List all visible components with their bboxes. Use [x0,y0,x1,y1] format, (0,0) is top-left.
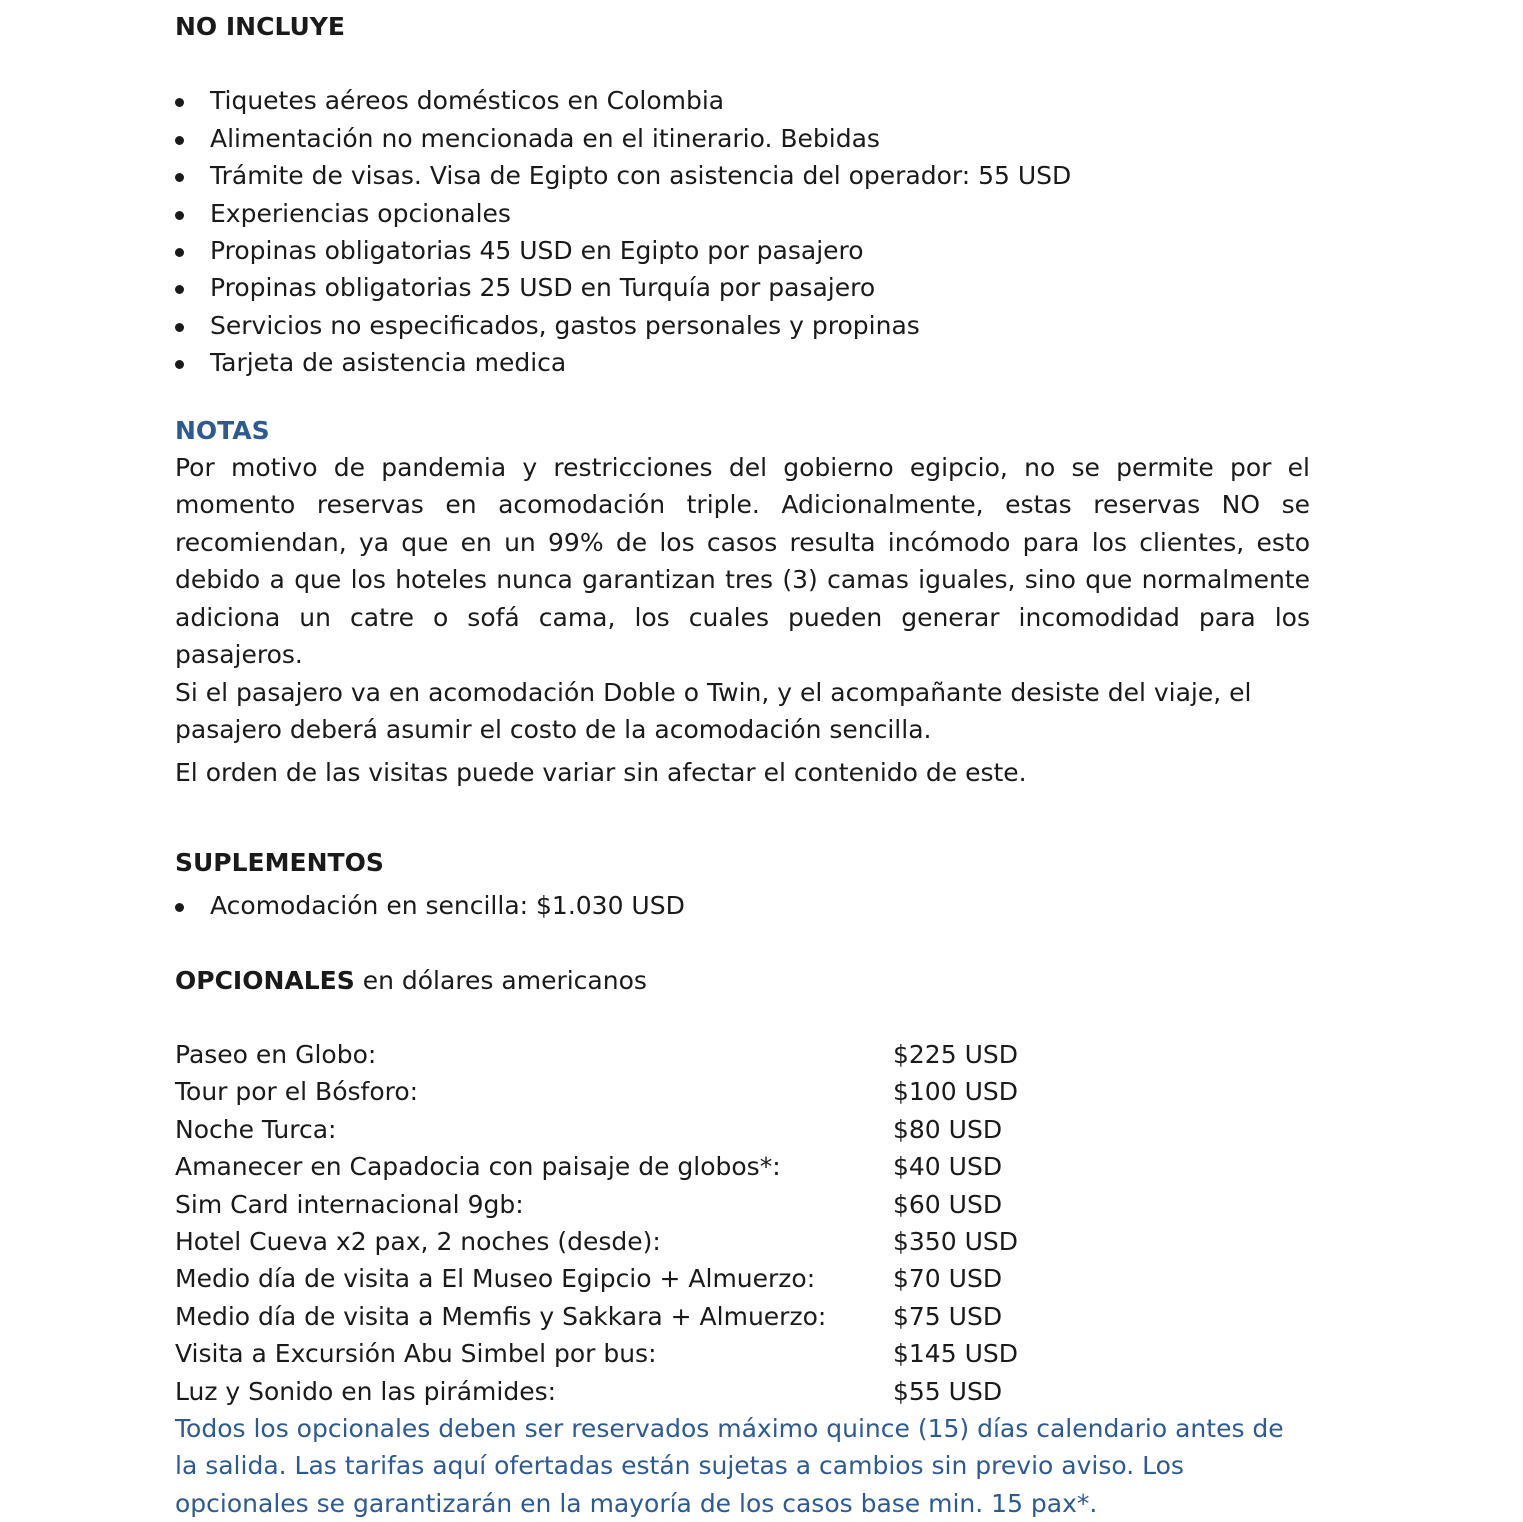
optional-price: $145 USD [893,1339,1018,1369]
table-row [175,1373,1018,1410]
notas-paragraph-1: Por motivo de pandemia y restricciones del gobierno egipcio, no se permite por el momento reservas en acomodación triple. Adicionalmente, estas reservas NO se recomiendan, ya que en un 99% de los casos resulta incómodo para los clientes, esto debido a que los hoteles nunca garantizan tres (3) camas iguales, sino que normalmente adiciona un catre o sofá cama, los cuales pueden generar incomodidad para los pasajeros. [175,453,1310,670]
optional-name: Medio día de visita a Memfis y Sakkara + Almuerzo: [175,1301,827,1331]
optional-name: Luz y Sonido en las pirámides: [175,1376,557,1406]
optional-name: Paseo en Globo: [175,1039,377,1069]
table-row [175,1186,1018,1223]
opcionales-title: OPCIONALES [175,965,355,995]
optional-price: $55 USD [893,1376,1003,1406]
optional-name: Tour por el Bósforo: [175,1077,419,1107]
bullet-icon [175,98,184,107]
table-row [175,1335,1018,1372]
table-row [175,1148,1018,1185]
list-item: Tiquetes aéreos domésticos en Colombia [175,82,1310,119]
no-incluye-title: NO INCLUYE [175,12,345,41]
optional-name: Visita a Excursión Abu Simbel por bus: [175,1339,657,1369]
list-item: Alimentación no mencionada en el itinerario. Bebidas [175,120,1310,157]
optional-name: Amanecer en Capadocia con paisaje de globos*: [175,1152,781,1182]
list-item: Propinas obligatorias 45 USD en Egipto por pasajero [175,232,1310,269]
table-row [175,1111,1018,1148]
bullet-icon [175,323,184,332]
opcionales-heading [175,962,1310,999]
table-row [175,1260,1018,1297]
optional-name: Hotel Cueva x2 pax, 2 noches (desde): [175,1226,661,1256]
bullet-icon [175,136,184,145]
document-content [175,0,1310,1522]
suplementos-list [175,887,1310,924]
bullet-icon [175,360,184,369]
list-item: Tarjeta de asistencia medica [175,344,1310,381]
opcionales-table [175,1036,1018,1410]
optional-price: $60 USD [893,1189,1003,1219]
bullet-icon [175,903,184,912]
list-item: Acomodación en sencilla: $1.030 USD [175,887,1310,924]
notas-paragraph-2: Si el pasajero va en acomodación Doble o Twin, y el acompañante desiste del viaje, el pasajero deberá asumir el costo de la acomodación sencilla. [175,677,1252,744]
optional-name: Medio día de visita a El Museo Egipcio + Almuerzo: [175,1264,816,1294]
optional-name: Sim Card internacional 9gb: [175,1189,524,1219]
table-row [175,1223,1018,1260]
list-item: Servicios no especificados, gastos personales y propinas [175,307,1310,344]
optional-price: $100 USD [893,1077,1018,1107]
suplementos-title: SUPLEMENTOS [175,847,384,877]
optional-name: Noche Turca: [175,1114,337,1144]
optional-price: $225 USD [893,1039,1018,1069]
table-row [175,1073,1018,1110]
optional-price: $75 USD [893,1301,1003,1331]
table-row [175,1036,1018,1073]
bullet-icon [175,173,184,182]
notas-paragraph-3: El orden de las visitas puede variar sin afectar el contenido de este. [175,758,1027,788]
notas-title: NOTAS [175,415,270,445]
bullet-icon [175,285,184,294]
opcionales-note: Todos los opcionales deben ser reservados máximo quince (15) días calendario antes de la salida. Las tarifas aquí ofertadas están sujetas a cambios sin previo aviso. Los opcionales se garantizarán en la mayoría de los casos base min. 15 pax*. [175,1414,1284,1518]
bullet-icon [175,248,184,257]
bullet-icon [175,211,184,220]
optional-price: $80 USD [893,1114,1003,1144]
opcionales-subtitle: en dólares americanos [354,965,647,995]
optional-price: $350 USD [893,1226,1018,1256]
list-item: Experiencias opcionales [175,195,1310,232]
list-item: Propinas obligatorias 25 USD en Turquía por pasajero [175,269,1310,306]
list-item: Trámite de visas. Visa de Egipto con asistencia del operador: 55 USD [175,157,1310,194]
no-incluye-list [175,82,1310,381]
table-row [175,1298,1018,1335]
optional-price: $70 USD [893,1264,1003,1294]
optional-price: $40 USD [893,1152,1003,1182]
